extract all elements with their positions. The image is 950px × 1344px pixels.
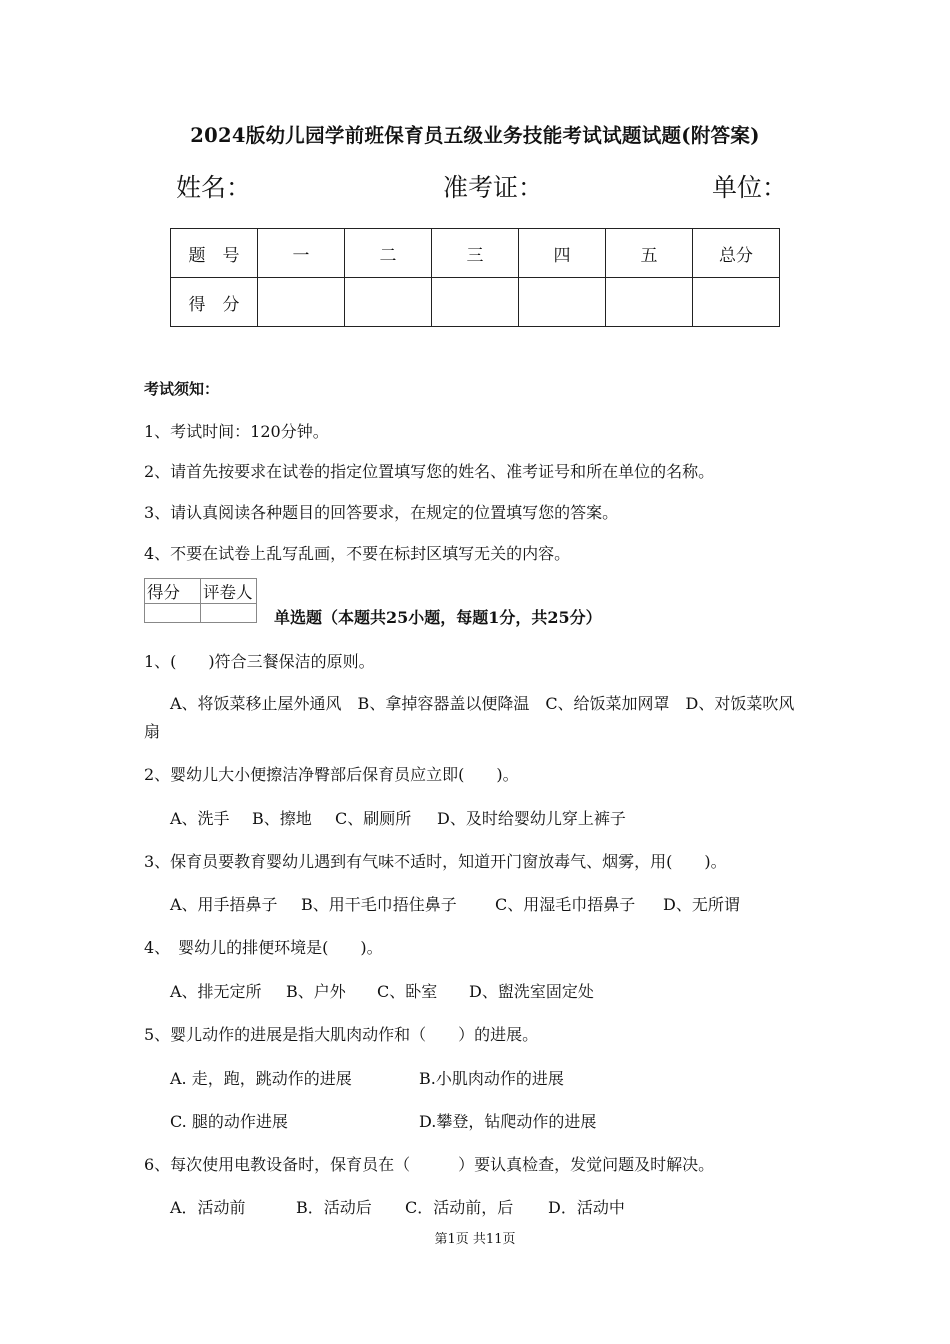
score-table-cell: 五 — [606, 229, 693, 278]
question-5-option-d[interactable]: D.攀登，钻爬动作的进展 — [419, 1112, 597, 1131]
notice-item: 3、请认真阅读各种题目的回答要求，在规定的位置填写您的答案。 — [144, 503, 619, 522]
score-table-cell: 总分 — [693, 229, 780, 278]
option-d[interactable]: D．活动中 — [548, 1198, 625, 1217]
notice-item: 2、请首先按要求在试卷的指定位置填写您的姓名、准考证号和所在单位的名称。 — [144, 462, 715, 481]
option-a[interactable]: A、洗手 — [170, 809, 230, 828]
score-table-cell: 二 — [345, 229, 432, 278]
question-6: 6、每次使用电教设备时，保育员在（ ）要认真检查，发觉问题及时解决。 — [144, 1155, 715, 1174]
option-d[interactable]: D、无所谓 — [663, 895, 740, 914]
score-input-cell[interactable] — [519, 278, 606, 327]
section-title: 单选题（本题共25小题，每题1分，共25分） — [274, 608, 602, 627]
question-3-options — [170, 892, 740, 915]
grader-box-score-cell[interactable] — [145, 604, 201, 623]
option-a[interactable]: A、排无定所 — [170, 982, 262, 1001]
score-table-cell: 四 — [519, 229, 606, 278]
option-a[interactable]: A．活动前 — [170, 1198, 246, 1217]
unit-label: 单位： — [712, 173, 788, 202]
score-input-cell[interactable] — [693, 278, 780, 327]
page-footer: 第1页 共11页 — [434, 1232, 516, 1247]
score-table-score-row — [171, 278, 780, 327]
question-4: 4、 婴幼儿的排便环境是( )。 — [144, 938, 383, 957]
question-2: 2、婴幼儿大小便擦洁净臀部后保育员应立即( )。 — [144, 765, 519, 784]
question-5: 5、婴儿动作的进展是指大肌肉动作和（ ）的进展。 — [144, 1025, 539, 1044]
score-input-cell[interactable] — [345, 278, 432, 327]
score-table-cell: 三 — [432, 229, 519, 278]
option-c[interactable]: C、用湿毛巾捂鼻子 — [495, 895, 636, 914]
notice-item: 4、不要在试卷上乱写乱画，不要在标封区填写无关的内容。 — [144, 544, 571, 563]
score-table-cell: 题 号 — [171, 229, 258, 278]
option-b[interactable]: B、户外 — [286, 982, 346, 1001]
question-5-option-c[interactable]: C. 腿的动作进展 — [170, 1112, 288, 1131]
question-6-options — [170, 1195, 625, 1218]
score-input-cell[interactable] — [606, 278, 693, 327]
option-b[interactable]: B、擦地 — [252, 809, 312, 828]
question-1-options-wrap: 扇 — [144, 722, 161, 741]
grader-box-grader-cell[interactable] — [201, 604, 257, 623]
grader-box-score-label: 得分 — [145, 579, 201, 604]
question-3: 3、保育员要教育婴幼儿遇到有气味不适时，知道开门窗放毒气、烟雾，用( )。 — [144, 852, 727, 871]
score-table — [170, 228, 780, 327]
option-c[interactable]: C、卧室 — [377, 982, 438, 1001]
question-5-option-b[interactable]: B.小肌肉动作的进展 — [419, 1069, 564, 1088]
question-5-option-a[interactable]: A. 走，跑，跳动作的进展 — [170, 1069, 352, 1088]
question-1-options: A、将饭菜移止屋外通风 B、拿掉容器盖以便降温 C、给饭菜加网罩 D、对饭菜吹风 — [170, 694, 795, 713]
option-a[interactable]: A、用手捂鼻子 — [170, 895, 278, 914]
option-c[interactable]: C、刷厕所 — [335, 809, 412, 828]
score-table-cell: 一 — [258, 229, 345, 278]
score-table-cell: 得 分 — [171, 278, 258, 327]
exam-number-label: 准考证： — [443, 173, 544, 202]
grader-box-grader-label: 评卷人 — [201, 579, 257, 604]
grader-box — [144, 578, 257, 623]
score-input-cell[interactable] — [258, 278, 345, 327]
notice-item: 1、考试时间：120分钟。 — [144, 422, 329, 441]
name-label: 姓名： — [176, 173, 252, 202]
score-input-cell[interactable] — [432, 278, 519, 327]
question-1: 1、( )符合三餐保洁的原则。 — [144, 652, 375, 671]
option-b[interactable]: B、用干毛巾捂住鼻子 — [301, 895, 457, 914]
option-c[interactable]: C．活动前，后 — [405, 1198, 514, 1217]
option-d[interactable]: D、及时给婴幼儿穿上裤子 — [437, 809, 626, 828]
notice-heading: 考试须知： — [144, 380, 220, 398]
question-4-options — [170, 979, 594, 1002]
option-b[interactable]: B．活动后 — [296, 1198, 372, 1217]
score-table-header-row — [171, 229, 780, 278]
option-d[interactable]: D、盥洗室固定处 — [469, 982, 594, 1001]
question-2-options — [170, 806, 626, 829]
document-title: 2024版幼儿园学前班保育员五级业务技能考试试题试题(附答案) — [190, 124, 760, 147]
